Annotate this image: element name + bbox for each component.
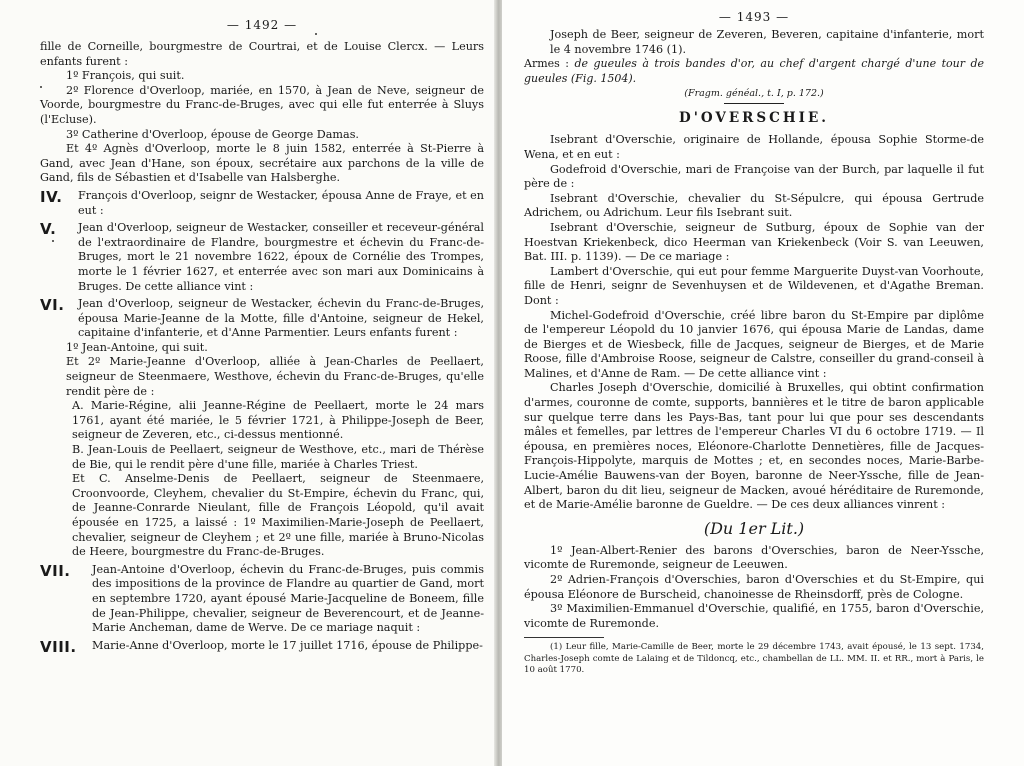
- footnote: (1) Leur fille, Marie-Camille de Beer, morte le 29 décembre 1743, avait épousé, le 13 sept. 1734, Charles-Joseph comte de Lalaing et de Tildoncq, etc., chambellan de LL. MM. II. et RR., mort à Paris, le 10 août 1770.: [524, 642, 984, 676]
- child-entry: 3º Maximilien-Emmanuel d'Overschie, qualifié, en 1755, baron d'Overschie, vicomte de Ruremonde.: [524, 602, 984, 630]
- child-entry: 1º Jean-Antoine, qui suit.: [66, 340, 208, 354]
- left-paragraph: 3º Catherine d'Overloop, épouse de George Damas.: [66, 127, 359, 141]
- generation-numeral: VI.: [40, 296, 65, 315]
- generation-iv: [40, 189, 484, 218]
- left-paragraph: 1º François, qui suit.: [66, 69, 185, 83]
- page-number-left: — 1492 —: [226, 18, 298, 32]
- scan-speck: [315, 33, 317, 35]
- left-page: [0, 0, 498, 766]
- grandchild-entry: Et C. Anselme-Denis de Peellaert, seigneur de Steenmaere, Croonvoorde, Cleyhem, chevalier du St-Empire, échevin du Franc, qui, de Jeanne-Conrarde Nieulant, fille de François Léopold, qu'il avait épousée en 1725, a laissé : 1º Maximilien-Marie-Joseph de Peellaert, chevalier, seigneur de Cleyhem ; et 2º une fille, mariée à Bruno-Nicolas de Heere, bourgmestre du Franc-de-Bruges.: [72, 472, 484, 559]
- generation-vi: [40, 297, 484, 341]
- page-number-right: — 1493 —: [718, 10, 790, 24]
- right-paragraph: Lambert d'Overschie, qui eut pour femme Marguerite Duyst-van Voorhoute, fille de Henri, seignr de Sevenhuysen et de Wildevenen, et d'Agathe Breman. Dont :: [524, 264, 984, 307]
- footnote-divider: [524, 637, 604, 638]
- generation-numeral: V.: [40, 220, 57, 239]
- right-paragraph: Isebrant d'Overschie, seigneur de Sutburg, époux de Sophie van der Hoestvan Kriekenbeck, dico Heerman van Kriekenbeck (Voir S. van Leeuwen, Bat. III. p. 1139). — De ce mariage :: [524, 220, 984, 264]
- left-paragraph: 2º Florence d'Overloop, mariée, en 1570, à Jean de Neve, seigneur de Voorde, bourgmestre du Franc-de-Bruges, avec qui elle fut enterrée à Sluys (l'Ecluse).: [40, 83, 484, 126]
- generation-v: [40, 221, 484, 294]
- right-paragraph: Charles Joseph d'Overschie, domicilié à Bruxelles, qui obtint confirmation d'armes, couronne de comte, supports, bannières et le titre de baron applicable sur quelque terre dans les Pays-Bas, tant pour lui que pour ses descendants mâles et femelles, par lettres de l'empereur Charles VI du 6 octobre 1719. — Il épousa, en premières noces, Eléonore-Charlotte Dennetières, fille de Jacques-François-Hippolyte, marquis de Mottes ; et, en secondes noces, Marie-Barbe-Lucie-Amélie Bauwens-van der Boyen, baronne de Neer-Yssche, fille de Jean-Albert, baron du dit lieu, seigneur de Macken, avoué héréditaire de Ruremonde, et de Marie-Amélie baronne de Gueldre. — De ces deux alliances vinrent :: [524, 381, 984, 512]
- generation-viii: [40, 639, 484, 654]
- right-paragraph: Isebrant d'Overschie, originaire de Hollande, épousa Sophie Storme-de Wena, et en eut :: [524, 133, 984, 161]
- right-paragraph: Michel-Godefroid d'Overschie, créé libre baron du St-Empire par diplôme de l'empereur Léopold du 10 janvier 1676, qui épousa Marie de Landas, dame de Bierges et de Wiesbeck, fille de Jacques, seigneur de Bierges, et de Marie Roose, fille d'Ambroise Roose, seigneur de Calstre, conseiller du grand-conseil à Malines, et d'Anne de Ram. — De cette alliance vint :: [524, 308, 984, 380]
- continuation-text: Joseph de Beer, seigneur de Zeveren, Beveren, capitaine d'infanterie, mort le 4 novembre 1746 (1).: [550, 28, 984, 56]
- arms-label: Armes :: [524, 57, 569, 71]
- child-entry: 1º Jean-Albert-Renier des barons d'Overschies, baron de Neer-Yssche, vicomte de Ruremonde, seigneur de Leeuwen.: [524, 543, 984, 572]
- arms-text: de gueules à trois bandes d'or, au chef d'argent chargé d'une tour de gueules (Fig. 1504).: [524, 57, 984, 85]
- grandchild-entry: B. Jean-Louis de Peellaert, seigneur de Westhove, etc., mari de Thérèse de Bie, qui le rendit père d'une fille, mariée à Charles Triest.: [72, 443, 484, 471]
- left-paragraph: fille de Corneille, bourgmestre de Courtrai, et de Louise Clercx. — Leurs enfants furent :: [40, 40, 484, 68]
- child-entry: 2º Adrien-François d'Overschies, baron d'Overschies et du St-Empire, qui épousa Eléonore de Burscheid, chanoinesse de Rheinsdorff, près de Cologne.: [524, 573, 984, 601]
- first-bed-heading: (Du 1er Lit.): [703, 518, 805, 538]
- generation-text: Jean d'Overloop, seigneur de Westacker, échevin du Franc-de-Bruges, épousa Marie-Jeanne de la Motte, fille d'Antoine, seigneur de Hekel, capitaine d'infanterie, et d'Anne Parmentier. Leurs enfants furent :: [78, 297, 484, 340]
- section-title: D'OVERSCHIE.: [679, 110, 829, 127]
- generation-numeral: IV.: [40, 187, 63, 206]
- generation-text: Jean d'Overloop, seigneur de Westacker, conseiller et receveur-général de l'extraordinaire de Flandre, bourgmestre et échevin du Franc-de-Bruges, mort le 21 novembre 1622, époux de Cornélie des Trompes, morte le 1 février 1627, et enterrée avec son mari aux Dominicains à Bruges. De cette alliance vint :: [78, 221, 484, 293]
- generation-text: Jean-Antoine d'Overloop, échevin du Franc-de-Bruges, puis commis des impositions de la province de Flandre au quartier de Gand, mort en septembre 1720, ayant épousé Marie-Jacqueline de Boneem, fille de Jean-Philippe, chevalier, seigneur de Beverencourt, et de Jeanne-Marie Ancheman, dame de Werve. De ce mariage naquit :: [92, 562, 484, 635]
- generation-numeral: VIII.: [40, 637, 77, 656]
- right-paragraph: Godefroid d'Overschie, mari de Françoise van der Burch, par laquelle il fut père de :: [524, 162, 984, 191]
- scan-speck: [52, 240, 54, 242]
- arms-description: [524, 57, 984, 86]
- left-paragraph: Et 4º Agnès d'Overloop, morte le 8 juin 1582, enterrée à St-Pierre à Gand, avec Jean d'Hane, son époux, secrétaire aux parchons de la ville de Gand, fils de Sébastien et d'Isabelle van Halsberghe.: [40, 142, 484, 185]
- scan-speck: [40, 86, 42, 88]
- grandchild-entry: A. Marie-Régine, alii Jeanne-Régine de Peellaert, morte le 24 mars 1761, ayant été mariée, le 5 février 1721, à Philippe-Joseph de Beer, seigneur de Zeveren, etc., ci-dessus mentionné.: [72, 399, 484, 442]
- generation-numeral: VII.: [40, 561, 71, 580]
- section-divider: [724, 103, 784, 104]
- child-entry: Et 2º Marie-Jeanne d'Overloop, alliée à Jean-Charles de Peellaert, seigneur de Steenmaere, Westhove, échevin du Franc-de-Bruges, qu'elle rendit père de :: [66, 355, 484, 398]
- generation-text: François d'Overloop, seignr de Westacker, épousa Anne de Fraye, et en eut :: [78, 188, 484, 217]
- generation-vii: [40, 563, 484, 636]
- right-paragraph: Isebrant d'Overschie, chevalier du St-Sépulcre, qui épousa Gertrude Adrichem, ou Adrichum. Leur fils Isebrant suit.: [524, 191, 984, 220]
- arms-reference: (Fragm. généal., t. I, p. 172.): [684, 88, 824, 100]
- right-page: [502, 0, 1024, 766]
- generation-text: Marie-Anne d'Overloop, morte le 17 juillet 1716, épouse de Philippe-: [92, 638, 483, 652]
